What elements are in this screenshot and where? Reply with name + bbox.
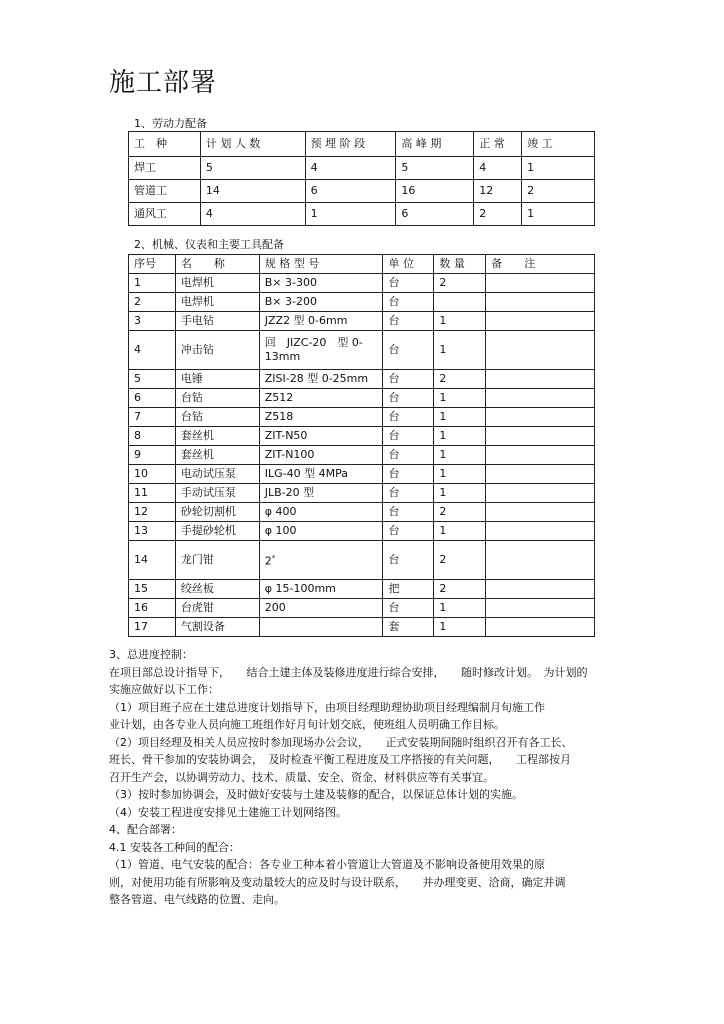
table-cell: 15 — [129, 580, 176, 599]
table-cell: 6 — [396, 203, 474, 226]
table-cell: 12 — [129, 503, 176, 522]
header-cell: 单 位 — [383, 255, 434, 274]
table-cell: 11 — [129, 484, 176, 503]
table-cell: JLB-20 型 — [259, 484, 383, 503]
table-cell: 13 — [129, 522, 176, 541]
table-cell: 绞丝板 — [175, 580, 259, 599]
table-cell: B× 3-300 — [259, 274, 383, 293]
header-cell: 正 常 — [474, 132, 522, 157]
table-cell: 台虎钳 — [175, 599, 259, 618]
table-cell: 5 — [129, 370, 176, 389]
table-cell: 4 — [305, 157, 396, 180]
table-cell: ILG-40 型 4MPa — [259, 465, 383, 484]
paragraph-line: （1）管道、电气安装的配合：各专业工种本着小管道让大管道及不影响设备使用效果的原 — [109, 858, 545, 871]
paragraph-line: 在项目部总设计指导下， 结合土建主体及装修进度进行综合安排， 随时修改计划。 为计划的 — [109, 665, 588, 679]
table-row — [129, 618, 595, 637]
table-cell: 2 — [434, 580, 486, 599]
table-cell: 台 — [383, 427, 434, 446]
table-cell: 1 — [434, 389, 486, 408]
table-cell: ZIT-N100 — [259, 446, 383, 465]
table-cell-value: 2 — [264, 554, 272, 568]
paragraph-line: 整各管道、电气线路的位置、走向。 — [109, 893, 285, 906]
table-cell: 4 — [129, 331, 176, 370]
paragraph-line: 实施应做好以下工作： — [109, 683, 219, 696]
table-cell: 10 — [129, 465, 176, 484]
table-cell — [486, 370, 595, 389]
section4-heading: 4、配合部署： — [109, 823, 182, 836]
table-cell: 砂轮切割机 — [175, 503, 259, 522]
table-cell: JZZ2 型 0-6mm — [259, 312, 383, 331]
table-cell — [486, 484, 595, 503]
table-row — [129, 180, 595, 203]
table-cell: 1 — [305, 203, 396, 226]
paragraph-line: 召开生产会，以协调劳动力、技术、质量、安全、资金、材料供应等有关事宜。 — [109, 770, 494, 784]
table-cell — [486, 465, 595, 484]
header-cell: 预 埋 阶 段 — [305, 132, 396, 157]
table-cell: 5 — [200, 157, 305, 180]
table-cell: 1 — [434, 465, 486, 484]
table-cell: 2 — [522, 180, 595, 203]
table-cell: 焊工 — [129, 157, 201, 180]
table-cell — [486, 599, 595, 618]
table-cell — [486, 580, 595, 599]
table-cell — [486, 312, 595, 331]
table-cell: 1 — [434, 599, 486, 618]
table-cell: 17 — [129, 618, 176, 637]
subsection-heading: 4.1 安装各工种间的配合： — [109, 840, 240, 854]
table-cell — [486, 427, 595, 446]
table-cell: 14 — [129, 541, 176, 580]
table-cell: 台 — [383, 370, 434, 389]
table-row — [129, 446, 595, 465]
table-cell: 6 — [305, 180, 396, 203]
table-cell: φ 100 — [259, 522, 383, 541]
paragraph-line: （3）按时参加协调会，及时做好安装与土建及装修的配合，以保证总体计划的实施。 — [109, 788, 523, 801]
table-row — [129, 203, 595, 226]
table-cell: 3 — [129, 312, 176, 331]
table-cell: 管道工 — [129, 180, 201, 203]
table-row — [129, 408, 595, 427]
table-row — [129, 293, 595, 312]
paragraph-line: 班长、骨干参加的安装协调会， 及时检查平衡工程进度及工序搭接的有关问题， 工程部按月 — [109, 753, 571, 766]
table-cell: 2 — [434, 370, 486, 389]
table-cell: 台 — [383, 274, 434, 293]
table-row — [129, 599, 595, 618]
table-cell: 1 — [434, 427, 486, 446]
table-cell: 1 — [434, 408, 486, 427]
table-cell: 手动试压泵 — [175, 484, 259, 503]
table-cell: 台钻 — [175, 389, 259, 408]
table-cell — [486, 389, 595, 408]
table-cell: 台 — [383, 599, 434, 618]
header-cell: 名 称 — [175, 255, 259, 274]
table-cell: 1 — [434, 446, 486, 465]
table-cell — [259, 618, 383, 637]
table-cell — [486, 408, 595, 427]
table-cell: 台 — [383, 541, 434, 580]
paragraph-line: （2）项目经理及相关人员应按时参加现场办公会议， 正式安装期间随时组织召开有各工长、 — [109, 735, 573, 749]
table-row — [129, 331, 595, 370]
header-cell: 高 峰 期 — [396, 132, 474, 157]
table-cell: φ 400 — [259, 503, 383, 522]
table-cell: 4 — [474, 157, 522, 180]
header-cell: 备 注 — [486, 255, 595, 274]
table-cell: 9 — [129, 446, 176, 465]
table-cell: Z518 — [259, 408, 383, 427]
table-cell: 14 — [200, 180, 305, 203]
table-cell: 2 — [434, 541, 486, 580]
table-cell: ZIT-N50 — [259, 427, 383, 446]
table-cell: 5 — [396, 157, 474, 180]
paragraph-line: 业计划，由各专业人员向施工班组作好月旬计划交底，使班组人员明确工作目标。 — [109, 718, 505, 731]
table-cell — [486, 503, 595, 522]
table-row — [129, 465, 595, 484]
table-row — [129, 312, 595, 331]
body-text — [109, 646, 614, 909]
table-cell: B× 3-200 — [259, 293, 383, 312]
paragraph-line: 则，对使用功能有所影响及变动量较大的应及时与设计联系， 并办理变更、洽商，确定并调 — [109, 875, 566, 889]
table-cell: 手电钻 — [175, 312, 259, 331]
table-cell: 套丝机 — [175, 427, 259, 446]
table-cell: 电动试压泵 — [175, 465, 259, 484]
superscript-mark: * — [271, 554, 276, 563]
table-cell: 1 — [434, 331, 486, 370]
table-cell: 套丝机 — [175, 446, 259, 465]
table-row — [129, 427, 595, 446]
table-cell: 气割设备 — [175, 618, 259, 637]
header-cell: 规 格 型 号 — [259, 255, 383, 274]
table-row — [129, 370, 595, 389]
table-cell: 16 — [396, 180, 474, 203]
table-row — [129, 522, 595, 541]
table-cell: 台 — [383, 503, 434, 522]
table-cell: 6 — [129, 389, 176, 408]
table-row — [129, 274, 595, 293]
table-cell — [486, 274, 595, 293]
table-cell: 套 — [383, 618, 434, 637]
table-row — [129, 484, 595, 503]
paragraph-line: （1）项目班子应在土建总进度计划指导下，由项目经理助理协助项目经理编制月旬施工作 — [109, 700, 545, 714]
table-cell — [434, 293, 486, 312]
table-cell: 电焊机 — [175, 274, 259, 293]
table-cell: 通风工 — [129, 203, 201, 226]
table-cell: 台 — [383, 389, 434, 408]
table-cell: 1 — [522, 203, 595, 226]
table-cell: 8 — [129, 427, 176, 446]
table-cell: 冲击钻 — [175, 331, 259, 370]
table-cell: 台 — [383, 446, 434, 465]
table-cell: 台 — [383, 312, 434, 331]
table-cell — [486, 618, 595, 637]
table-header-row — [129, 255, 595, 274]
table-cell: 手提砂轮机 — [175, 522, 259, 541]
table-cell: ZISI-28 型 0-25mm — [259, 370, 383, 389]
table-cell — [486, 522, 595, 541]
table-cell: 16 — [129, 599, 176, 618]
table-cell: 台 — [383, 331, 434, 370]
table-cell — [486, 331, 595, 370]
table-cell: 台 — [383, 484, 434, 503]
table-cell: 电焊机 — [175, 293, 259, 312]
table-row — [129, 580, 595, 599]
table-cell — [486, 446, 595, 465]
table-cell: 2 — [474, 203, 522, 226]
table-row — [129, 157, 595, 180]
table-cell: 1 — [434, 312, 486, 331]
table-cell: 1 — [434, 484, 486, 503]
table-cell: 1 — [129, 274, 176, 293]
table-cell: 2 — [434, 503, 486, 522]
section3-heading: 3、总进度控制： — [109, 648, 193, 661]
table-cell: 把 — [383, 580, 434, 599]
table-header-row — [129, 132, 595, 157]
table-cell: 2 — [129, 293, 176, 312]
table-cell: 200 — [259, 599, 383, 618]
table-cell: 龙门钳 — [175, 541, 259, 580]
table-cell: 1 — [434, 618, 486, 637]
section1-heading: 1、劳动力配备 — [134, 117, 207, 130]
header-cell: 数 量 — [434, 255, 486, 274]
header-cell: 计 划 人 数 — [200, 132, 305, 157]
table-cell: φ 15-100mm — [259, 580, 383, 599]
header-cell: 工 种 — [129, 132, 201, 157]
paragraph-line: （4）安装工程进度安排见土建施工计划网络图。 — [109, 805, 347, 819]
equipment-table — [128, 254, 595, 637]
table-cell: 电锤 — [175, 370, 259, 389]
table-cell: 台钻 — [175, 408, 259, 427]
table-cell: 4 — [200, 203, 305, 226]
table-row — [129, 541, 595, 580]
table-cell: 12 — [474, 180, 522, 203]
header-cell: 竣 工 — [522, 132, 595, 157]
table-row — [129, 503, 595, 522]
table-cell: 台 — [383, 522, 434, 541]
labor-table — [128, 131, 595, 226]
table-cell: 台 — [383, 465, 434, 484]
section2-heading: 2、机械、仪表和主要工具配备 — [134, 238, 284, 251]
header-cell: 序号 — [129, 255, 176, 274]
table-cell: 台 — [383, 293, 434, 312]
table-cell — [259, 541, 383, 580]
table-cell: 1 — [522, 157, 595, 180]
table-cell — [486, 293, 595, 312]
table-cell: 1 — [434, 522, 486, 541]
table-row — [129, 389, 595, 408]
table-cell: 2 — [434, 274, 486, 293]
table-cell — [486, 541, 595, 580]
table-cell: 回 JIZC-20 型 0-13mm — [259, 331, 383, 370]
page-title: 施工部署 — [109, 68, 218, 98]
table-cell: 7 — [129, 408, 176, 427]
table-cell: Z512 — [259, 389, 383, 408]
table-cell: 台 — [383, 408, 434, 427]
